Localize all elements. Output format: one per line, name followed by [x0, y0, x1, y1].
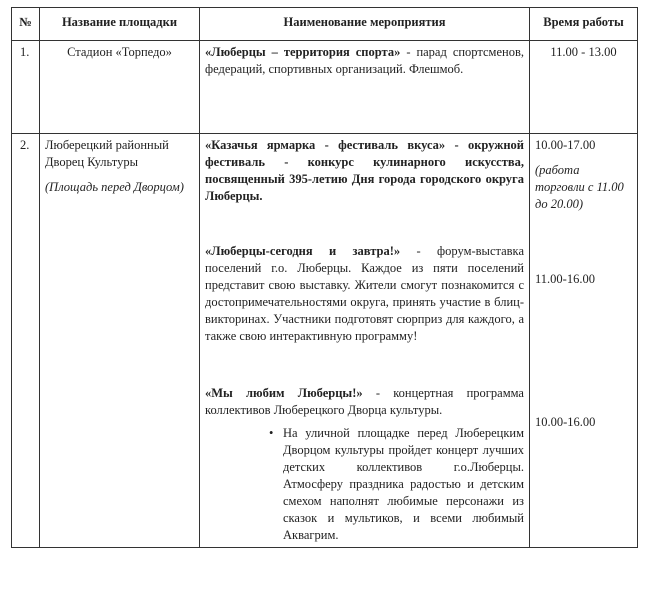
- row-number: 1.: [12, 41, 40, 134]
- table-row: [12, 41, 638, 134]
- row-number: 2.: [12, 134, 40, 548]
- event-block-fair: [205, 137, 524, 205]
- venue-note: (Площадь перед Дворцом): [45, 180, 184, 194]
- header-num: №: [12, 8, 40, 41]
- event-description: - окружной фестиваль - конкурс кулинарного искусства, посвященный 395-летию Дня города городского округа Люберцы.: [205, 138, 524, 203]
- event-block-concert: [205, 385, 524, 419]
- event-title: «Люберцы-сегодня и завтра!»: [205, 244, 401, 258]
- header-event: Наименование мероприятия: [200, 8, 530, 41]
- work-time: 11.00 - 13.00: [530, 41, 638, 134]
- schedule-table: [11, 7, 638, 548]
- event-description: - форум-выставка поселений г.о. Люберцы. Каждое из пяти поселений представит свою выставку. Жители смогут познакомится с достопримечательностями округа, принять участие в блиц-викторинах. Участники подготовят сюрприз для каждого, а также свою интерактивную программу!: [205, 244, 524, 343]
- work-time-note: (работа торговли с 11.00 до 20.00): [535, 163, 624, 211]
- header-row: [12, 8, 638, 41]
- table-row: [12, 134, 638, 548]
- venue-cell: [40, 134, 200, 548]
- work-time: 10.00-17.00: [535, 138, 596, 152]
- event-block-forum: [205, 243, 524, 345]
- event-description: - парад спортсменов, федераций, спортивных организаций. Флешмоб.: [205, 45, 524, 76]
- event-description: - концертная программа коллективов Люберецкого Дворца культуры.: [205, 386, 524, 417]
- work-time: 10.00-16.00: [535, 415, 596, 429]
- event-title: «Казачья ярмарка - фестиваль вкуса»: [205, 138, 446, 152]
- time-cell: [530, 134, 638, 548]
- work-time: 11.00-16.00: [535, 272, 595, 286]
- event-cell: [200, 134, 530, 548]
- event-cell: [200, 41, 530, 134]
- event-title: «Мы любим Люберцы!»: [205, 386, 363, 400]
- header-time: Время работы: [530, 8, 638, 41]
- list-item: • На уличной площадке перед Люберецким Дворцом культуры пройдет концерт лучших детских коллективов г.о.Люберцы. Атмосферу праздника радостью и детским смехом наполнят любимые персонажи из сказок и мультиков, и всеми любимый Аквагрим.: [283, 425, 524, 544]
- header-place: Название площадки: [40, 8, 200, 41]
- venue-name: Люберецкий районный Дворец Культуры: [45, 138, 169, 169]
- event-title: «Люберцы – территория спорта»: [205, 45, 401, 59]
- event-bullet-list: [205, 425, 524, 544]
- venue-name: Стадион «Торпедо»: [40, 41, 200, 134]
